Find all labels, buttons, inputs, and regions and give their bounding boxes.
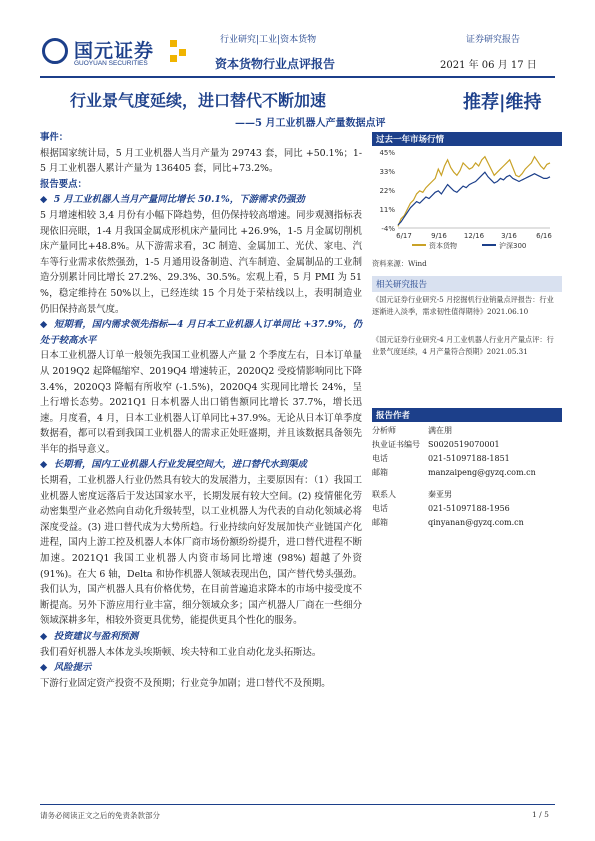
footer-disclaimer: 请务必阅读正文之后的免责条款部分 (40, 811, 160, 820)
point5-text: 下游行业固定资产投资不及预期；行业竞争加剧；进口替代不及预期。 (40, 677, 331, 689)
page-number: 1 / 5 (532, 810, 549, 819)
events-text: 根据国家统计局，5 月工业机器人当月产量为 29743 套，同比 +50.1%；1-5 月工业机器人累计产量为 136405 套，同比+73.2%。 (40, 147, 362, 175)
mail-address[interactable]: qinyanan@gyzq.com.cn (428, 518, 524, 527)
y-tick-label: 11% (379, 206, 395, 214)
tel-number: 021-51097188-1956 (428, 504, 510, 513)
point3-heading: ◆ 长期看，国内工业机器人行业发展空间大，进口替代水到渠成 (40, 459, 307, 471)
x-tick-label: 3/16 (501, 232, 517, 240)
series-line (398, 157, 550, 227)
header-date: 2021 年 06 月 17 日 (440, 60, 537, 71)
point4-heading: ◆ 投资建议与盈利预测 (40, 631, 139, 642)
mail-label: 邮箱 (372, 518, 388, 527)
header-report-type: 资本货物行业点评报告 (215, 57, 336, 71)
x-tick-label: 6/16 (536, 232, 552, 240)
y-tick-label: 33% (379, 168, 395, 176)
point3-text: 长期看，工业机器人行业仍然具有较大的发展潜力，主要原因有：（1）我国工业机器人密度远落后于发达国家水平，长期发展有较大空间。(2) 疫情催化劳动密集型产业必然向自动化升级转型，以工业机器人为代表的自动化领域必将深度受益。(3) 进口替代成为大势所趋。行业持续向好发展加快产业链国产化进程，国内上游工控及机器人本体厂商市场份额纷纷提升，进口替代进程不断加速。2021Q1 我国工业机器人内资市场同比增速 (98%) 超越了外资 (91%)。在大 6 轴，Delta 和协作机器人领域表现出色，国产替代势头强劲。我们认为，国产机器人具有价格优势，在目前普遍追求降本的市场中接受度不断提高。另外下游应用行业丰富，细分领域众多；国产机器人厂商在一些细分领域深耕多年，相较外资更具优势，能提供更具个性化的服务。 (40, 475, 362, 627)
related-2: 《国元证券行业研究-4 月工业机器人行业月产量点评：行业景气度延续，4 月产量符合预期》2021.05.31 (372, 335, 554, 356)
tel-number: 021-51097188-1851 (428, 454, 510, 463)
tel-label: 电话 (372, 454, 388, 463)
logo-cn: 国元证券 (74, 40, 155, 62)
x-tick-label: 12/16 (463, 232, 485, 240)
analyst-title: 报告作者 (372, 408, 562, 422)
legend-label: 沪深300 (499, 242, 527, 250)
header-brand-right: 证券研究报告 (466, 35, 521, 45)
analyst-name: 满在朋 (428, 426, 452, 435)
legend-label: 资本货物 (429, 242, 457, 250)
chart-title: 过去一年市场行情 (372, 132, 562, 146)
logo-mark (42, 38, 68, 64)
point1-text: 5 月增速相较 3,4 月份有小幅下降趋势，但仍保持较高增速。同步观测指标表现依旧亮眼，1-4 月我国金属成形机床产量同比 +26.9%，1-5 月金属切削机床产量同比+48.8%。从下游需求看，3C 制造、金属加工、光伏、家电、汽车等行业需求依然强劲，1-5 月通用设备制造、汽车制造、金属制品的工业制造分别累计同比增长 27.2%、29.3%、30.5%。宏观上看，5 月 PMI 为 51 %，稳定维持在 50%以上，已经连续 15 个月处于荣枯线以上，表明制造业仍旧保持高景气度。 (40, 209, 362, 315)
related-1: 《国元证券行业研究-5 月挖掘机行业销量点评报告：行业逐渐进入淡季，需求韧性值得期待》2021.06.10 (372, 295, 554, 316)
x-tick-label: 6/17 (396, 232, 412, 240)
role-label: 联系人 (372, 490, 396, 499)
page-title: 行业景气度延续，进口替代不断加速 (70, 91, 327, 110)
points-heading: 报告要点： (40, 178, 87, 190)
header-category: 行业研究|工业|资本货物 (220, 35, 317, 45)
logo-squares (170, 40, 192, 62)
contact-name: 秦亚男 (428, 490, 452, 499)
footer-rule (40, 804, 555, 805)
chart-source: 资料来源：Wind (372, 259, 427, 268)
cert-number: S0020519070001 (428, 440, 500, 449)
related-title: 相关研究报告 (372, 276, 562, 292)
point5-heading: ◆ 风险提示 (40, 662, 92, 674)
logo-en: GUOYUAN SECURITIES (74, 60, 148, 67)
tel-label: 电话 (372, 504, 388, 513)
point2-heading: ◆ 短期看，国内需求领先指标—4 月日本工业机器人订单同比 +37.9%，仍处于较高水平 (40, 319, 362, 346)
point2-text: 日本工业机器人订单一般领先我国工业机器人产量 2 个季度左右，日本订单量从 2019Q2 起降幅缩窄、2019Q4 增速转正，2020Q2 受疫情影响同比下降 3.4%，2020Q3 降幅有所收窄 (-1.5%)，2020Q4 实现同比增长 24%，呈上行增长态势。2021Q1 日本机器人出口销售额同比增长 37.7%，增长迅速。月度看，4 月，日本工业机器人订单同比+37.9%。无论从日本订单季度数据看，都可以看到我国工业机器人的需求正处旺盛期，并且该数据具备领先半年的指导意义。 (40, 350, 362, 455)
main-body (40, 130, 362, 691)
mail-address[interactable]: manzaipeng@gyzq.com.cn (428, 468, 536, 477)
header-rule (40, 76, 555, 78)
y-tick-label: 22% (379, 187, 395, 195)
y-tick-label: -4% (381, 225, 395, 233)
mail-label: 邮箱 (372, 468, 388, 477)
role-label: 分析师 (372, 426, 396, 435)
events-heading: 事件： (40, 132, 69, 143)
analyst-table (372, 424, 554, 530)
cert-label: 执业证书编号 (372, 440, 420, 449)
series-line (398, 172, 550, 225)
point1-heading: ◆ 5 月工业机器人当月产量同比增长 50.1%，下游需求仍强劲 (40, 194, 305, 206)
page-subtitle: ——5 月工业机器人产量数据点评 (235, 118, 386, 129)
y-tick-label: 45% (379, 149, 395, 157)
market-chart (372, 146, 554, 256)
point4-text: 我们看好机器人本体龙头埃斯顿、埃夫特和工业自动化龙头拓斯达。 (40, 646, 322, 658)
x-tick-label: 9/16 (431, 232, 447, 240)
rating: 推荐|维持 (463, 92, 542, 113)
